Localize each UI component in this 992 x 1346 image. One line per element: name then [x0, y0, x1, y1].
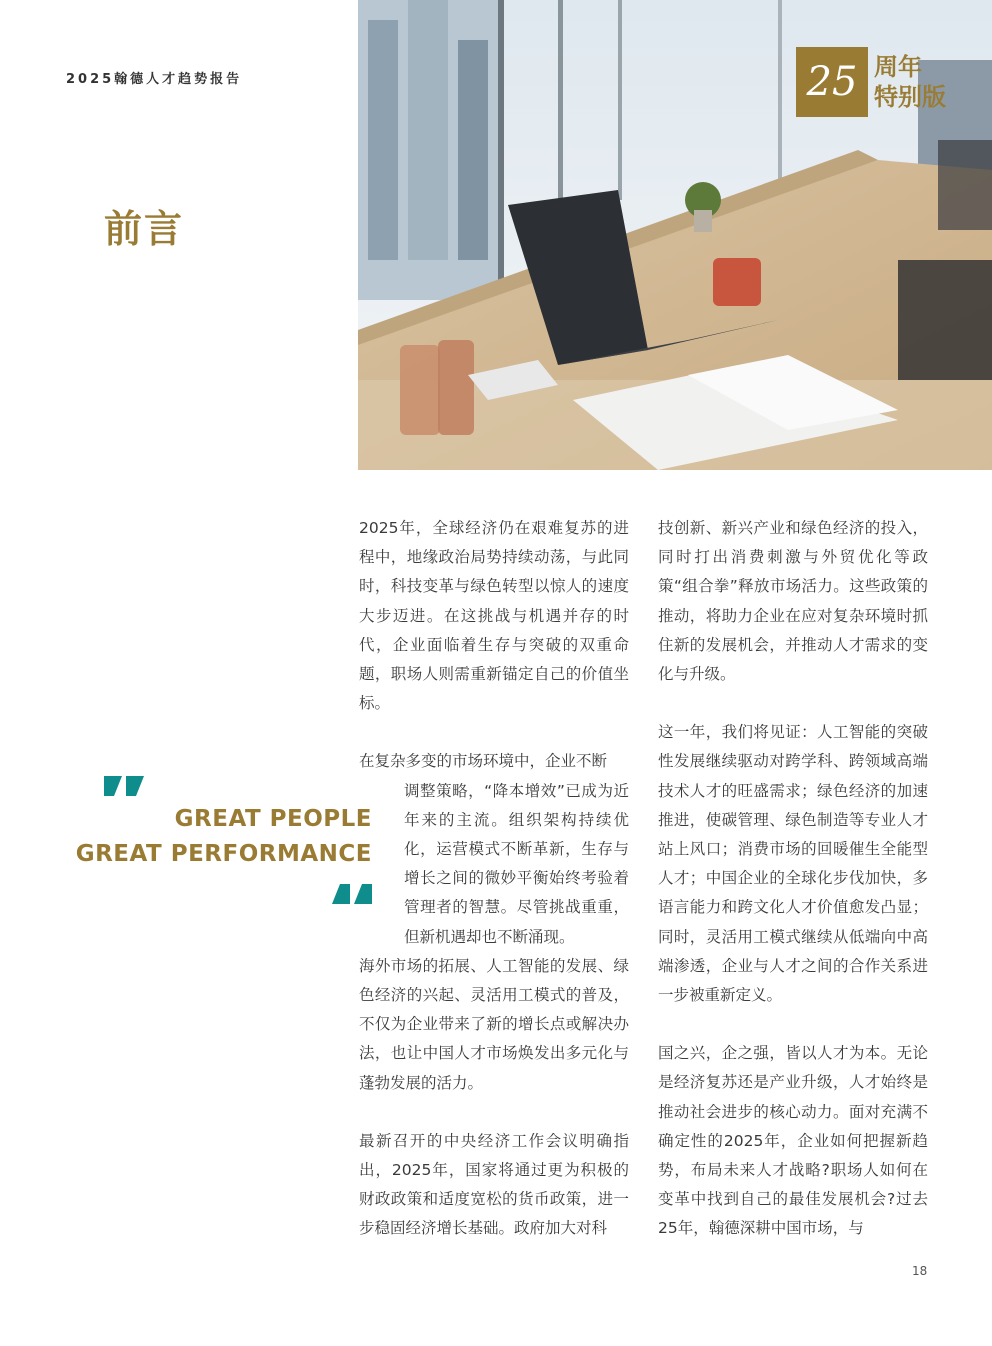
slogan-block — [75, 776, 372, 906]
anniversary-logo: 25 — [796, 47, 868, 117]
slogan-line1: GREAT PEOPLE — [174, 806, 372, 832]
paragraph: 最新召开的中央经济工作会议明确指出，2025年，国家将通过更为积极的财政政策和适度宽松的货币政策，进一步稳固经济增长基础。政府加大对科 — [359, 1131, 629, 1238]
slogan-line2: GREAT PERFORMANCE — [75, 841, 372, 867]
paragraph: 技创新、新兴产业和绿色经济的投入，同时打出消费刺激与外贸优化等政策“组合拳”释放市场活力。这些政策的推动，将助力企业在应对复杂环境时抓住新的发展机会，并推动人才需求的变化与升级。 — [658, 519, 928, 684]
close-quote-icon — [330, 884, 372, 904]
badge-label-line1: 周年 — [874, 53, 922, 81]
paragraph-indented: 调整策略，“降本增效”已成为近年来的主流。组织架构持续优化，运营模式不断革新，生存与增长之间的微妙平衡始终考验着管理者的智慧。尽管挑战重重，但新机遇却也不断涌现。 — [404, 781, 629, 946]
paragraph: 国之兴，企之强，皆以人才为本。无论是经济复苏还是产业升级，人才始终是推动社会进步的核心动力。面对充满不确定性的2025年，企业如何把握新趋势，布局未来人才战略?职场人如何在变革中找到自己的最佳发展机会?过去25年，翰德深耕中国市场，与 — [658, 1044, 928, 1238]
paragraph-line: 在复杂多变的市场环境中，企业不断 — [359, 752, 608, 771]
report-header-title: 2025翰德人才趋势报告 — [66, 72, 243, 87]
paragraph — [359, 747, 629, 776]
paragraph: 2025年，全球经济仍在艰难复苏的进程中，地缘政治局势持续动荡，与此同时，科技变革与绿色转型以惊人的速度大步迈进。在这挑战与机遇并存的时代，企业面临着生存与突破的双重命题，职场人则需重新锚定自己的价值坐标。 — [359, 519, 629, 713]
open-quote-icon — [104, 776, 146, 796]
paragraph: 海外市场的拓展、人工智能的发展、绿色经济的兴起、灵活用工模式的普及，不仅为企业带来了新的增长点或解决办法，也让中国人才市场焕发出多元化与蓬勃发展的活力。 — [359, 956, 629, 1092]
page-number: 18 — [912, 1264, 928, 1278]
anniversary-badge — [796, 47, 946, 117]
section-title: 前言 — [104, 207, 185, 251]
paragraph: 这一年，我们将见证：人工智能的突破性发展继续驱动对跨学科、跨领域高端技术人才的旺盛需求；绿色经济的加速推进，使碳管理、绿色制造等专业人才站上风口；消费市场的回暖催生全能型人才；中国企业的全球化步伐加快，多语言能力和跨文化人才价值愈发凸显；同时，灵活用工模式继续从低端向中高端渗透，企业与人才之间的合作关系进一步被重新定义。 — [658, 723, 928, 1005]
body-column-left — [359, 514, 629, 1273]
badge-label-line2: 特别版 — [874, 83, 946, 111]
body-column-right — [658, 514, 928, 1273]
